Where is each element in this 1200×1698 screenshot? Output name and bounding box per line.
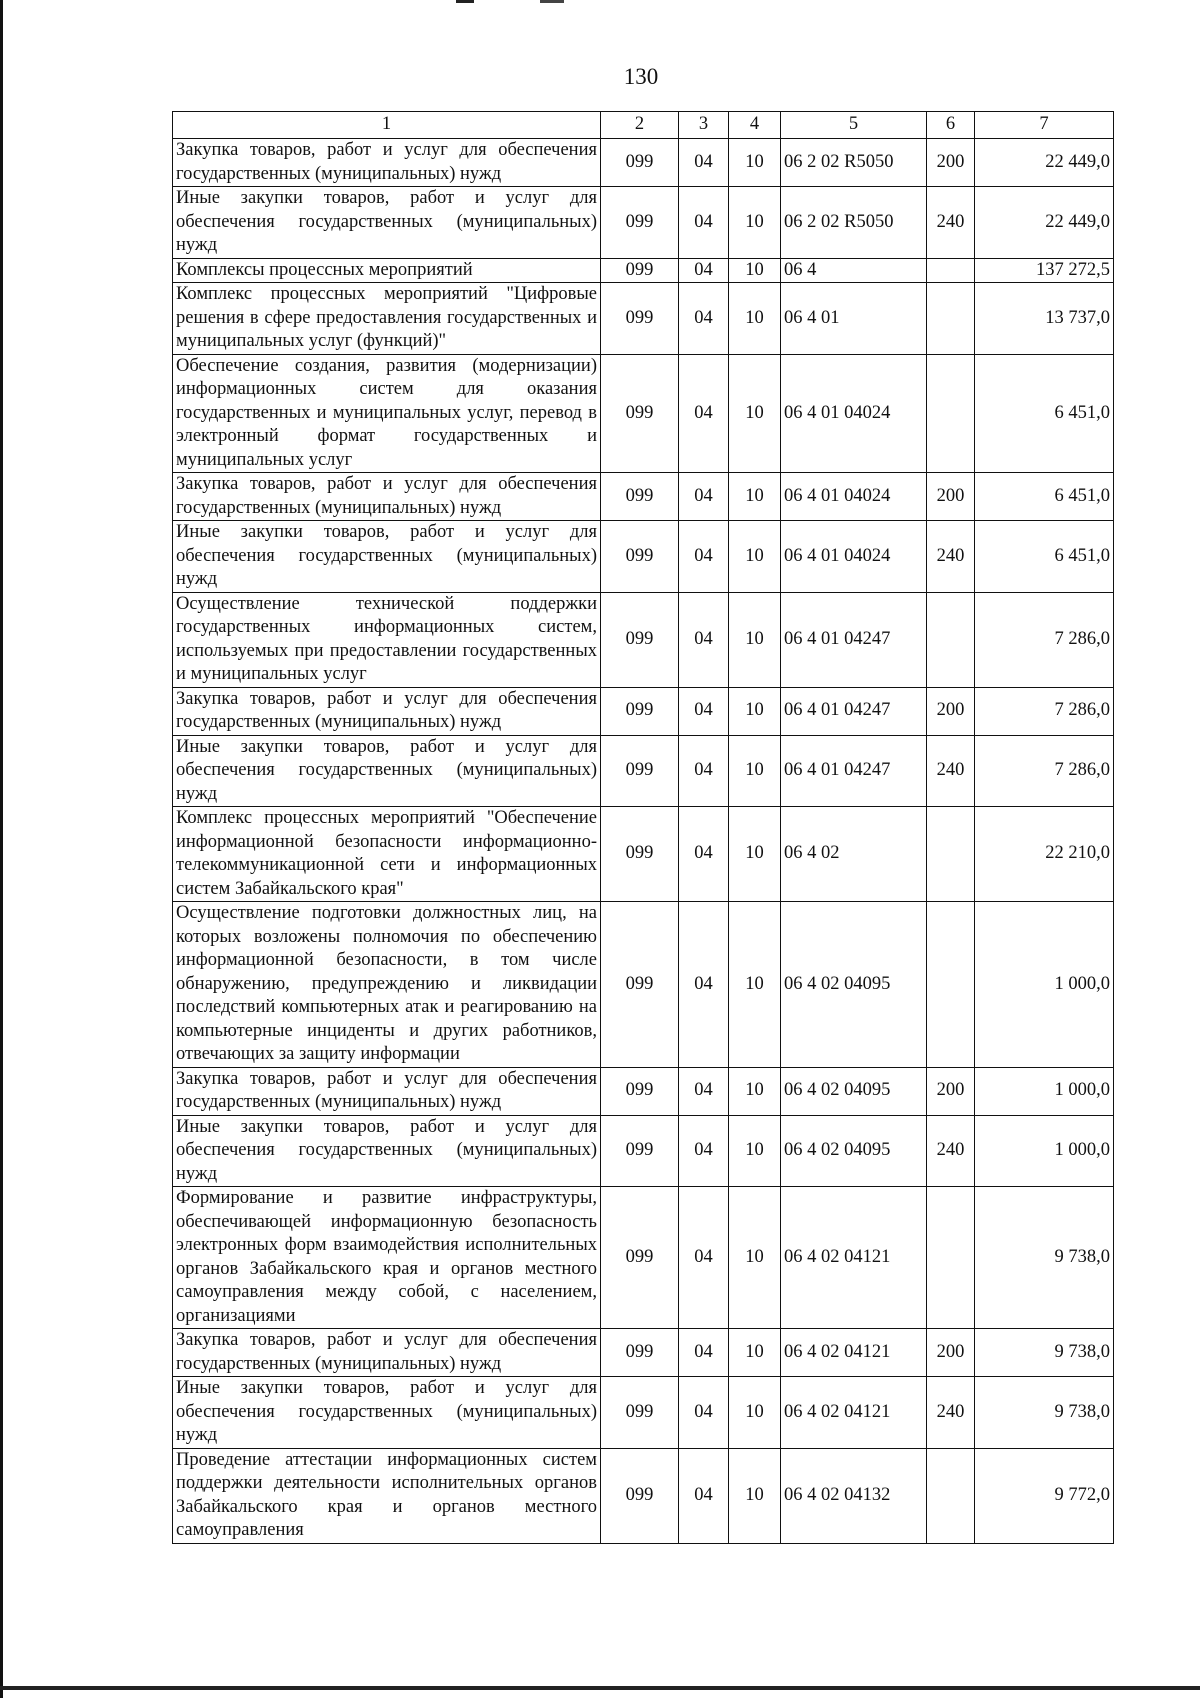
row-subsection-cell: 10: [729, 1377, 781, 1449]
row-name-cell: Иные закупки товаров, работ и услуг для обеспечения государственных (муниципальных) нужд: [173, 1377, 601, 1449]
scan-border-top: [0, 0, 1200, 3]
row-section-cell: 04: [679, 807, 729, 902]
row-target-article-cell: 06 4 02 04121: [781, 1187, 927, 1329]
row-code-cell: 099: [601, 592, 679, 687]
row-expense-type-cell: 200: [927, 1329, 975, 1377]
row-subsection-cell: 10: [729, 139, 781, 187]
table-row: [173, 187, 1114, 259]
row-section-cell: 04: [679, 902, 729, 1068]
table-row: [173, 1448, 1114, 1543]
budget-table: [172, 111, 1114, 1544]
row-subsection-cell: 10: [729, 807, 781, 902]
table-row: [173, 687, 1114, 735]
row-amount-cell: 6 451,0: [975, 521, 1114, 593]
row-amount-cell: 13 737,0: [975, 283, 1114, 355]
row-expense-type-cell: [927, 1448, 975, 1543]
row-code-cell: 099: [601, 1448, 679, 1543]
table-row: [173, 283, 1114, 355]
row-section-cell: 04: [679, 258, 729, 283]
row-amount-cell: 7 286,0: [975, 592, 1114, 687]
table-row: [173, 807, 1114, 902]
table-row: [173, 1187, 1114, 1329]
row-code-cell: 099: [601, 1377, 679, 1449]
row-amount-cell: 137 272,5: [975, 258, 1114, 283]
row-code-cell: 099: [601, 1115, 679, 1187]
row-amount-cell: 1 000,0: [975, 1115, 1114, 1187]
row-section-cell: 04: [679, 521, 729, 593]
row-target-article-cell: 06 4 01 04024: [781, 521, 927, 593]
row-target-article-cell: 06 4 02 04095: [781, 1115, 927, 1187]
table-row: [173, 735, 1114, 807]
header-row: [173, 112, 1114, 139]
table-row: [173, 1329, 1114, 1377]
row-expense-type-cell: [927, 902, 975, 1068]
row-name-cell: Обеспечение создания, развития (модернизации) информационных систем для оказания государственных и муниципальных услуг, перевод в электронный формат государственных и муниципальных услуг: [173, 354, 601, 473]
row-subsection-cell: 10: [729, 1448, 781, 1543]
row-name-cell: Комплексы процессных мероприятий: [173, 258, 601, 283]
row-section-cell: 04: [679, 1448, 729, 1543]
row-expense-type-cell: 240: [927, 521, 975, 593]
row-section-cell: 04: [679, 187, 729, 259]
row-amount-cell: 1 000,0: [975, 1067, 1114, 1115]
row-target-article-cell: 06 4 01 04247: [781, 592, 927, 687]
row-name-cell: Закупка товаров, работ и услуг для обеспечения государственных (муниципальных) нужд: [173, 473, 601, 521]
row-code-cell: 099: [601, 1187, 679, 1329]
row-amount-cell: 22 449,0: [975, 187, 1114, 259]
row-section-cell: 04: [679, 1329, 729, 1377]
row-expense-type-cell: [927, 283, 975, 355]
row-code-cell: 099: [601, 258, 679, 283]
row-name-cell: Комплекс процессных мероприятий "Цифровые решения в сфере предоставления государственных и муниципальных услуг (функций)": [173, 283, 601, 355]
column-header: 7: [975, 112, 1114, 139]
column-header: 5: [781, 112, 927, 139]
row-name-cell: Формирование и развитие инфраструктуры, обеспечивающей информационную безопасность электронных форм взаимодействия исполнительных органов Забайкальского края и органов местного самоуправления между собой, с населением, организациями: [173, 1187, 601, 1329]
row-section-cell: 04: [679, 473, 729, 521]
row-amount-cell: 7 286,0: [975, 687, 1114, 735]
row-subsection-cell: 10: [729, 521, 781, 593]
table-row: [173, 521, 1114, 593]
row-expense-type-cell: 240: [927, 1115, 975, 1187]
row-amount-cell: 1 000,0: [975, 902, 1114, 1068]
row-target-article-cell: 06 4 02 04095: [781, 902, 927, 1068]
row-section-cell: 04: [679, 1187, 729, 1329]
row-subsection-cell: 10: [729, 258, 781, 283]
row-name-cell: Иные закупки товаров, работ и услуг для обеспечения государственных (муниципальных) нужд: [173, 1115, 601, 1187]
row-code-cell: 099: [601, 139, 679, 187]
row-subsection-cell: 10: [729, 1067, 781, 1115]
row-expense-type-cell: [927, 1187, 975, 1329]
row-target-article-cell: 06 2 02 R5050: [781, 187, 927, 259]
row-expense-type-cell: 200: [927, 139, 975, 187]
row-section-cell: 04: [679, 139, 729, 187]
row-section-cell: 04: [679, 735, 729, 807]
row-code-cell: 099: [601, 1329, 679, 1377]
row-target-article-cell: 06 4 02: [781, 807, 927, 902]
row-amount-cell: 22 210,0: [975, 807, 1114, 902]
row-section-cell: 04: [679, 687, 729, 735]
row-code-cell: 099: [601, 735, 679, 807]
row-expense-type-cell: [927, 354, 975, 473]
row-amount-cell: 7 286,0: [975, 735, 1114, 807]
row-subsection-cell: 10: [729, 1187, 781, 1329]
row-target-article-cell: 06 4 02 04121: [781, 1377, 927, 1449]
table-row: [173, 139, 1114, 187]
row-name-cell: Осуществление подготовки должностных лиц, на которых возложены полномочия по обеспечению информационной безопасности, в том числе обнаружению, предупреждению и ликвидации последствий компьютерных атак и реагированию на компьютерные инциденты и других работников, отвечающих за защиту информации: [173, 902, 601, 1068]
row-code-cell: 099: [601, 687, 679, 735]
row-code-cell: 099: [601, 283, 679, 355]
row-name-cell: Закупка товаров, работ и услуг для обеспечения государственных (муниципальных) нужд: [173, 1329, 601, 1377]
table-row: [173, 1377, 1114, 1449]
row-amount-cell: 9 738,0: [975, 1377, 1114, 1449]
row-section-cell: 04: [679, 1377, 729, 1449]
row-name-cell: Закупка товаров, работ и услуг для обеспечения государственных (муниципальных) нужд: [173, 687, 601, 735]
row-amount-cell: 6 451,0: [975, 473, 1114, 521]
row-expense-type-cell: 200: [927, 473, 975, 521]
row-code-cell: 099: [601, 902, 679, 1068]
row-amount-cell: 22 449,0: [975, 139, 1114, 187]
row-section-cell: 04: [679, 1067, 729, 1115]
row-section-cell: 04: [679, 283, 729, 355]
row-expense-type-cell: [927, 807, 975, 902]
row-target-article-cell: 06 4 02 04095: [781, 1067, 927, 1115]
row-subsection-cell: 10: [729, 687, 781, 735]
row-subsection-cell: 10: [729, 1329, 781, 1377]
row-subsection-cell: 10: [729, 187, 781, 259]
row-target-article-cell: 06 4 02 04121: [781, 1329, 927, 1377]
row-name-cell: Закупка товаров, работ и услуг для обеспечения государственных (муниципальных) нужд: [173, 1067, 601, 1115]
row-expense-type-cell: 240: [927, 735, 975, 807]
table-row: [173, 354, 1114, 473]
column-header: 1: [173, 112, 601, 139]
row-expense-type-cell: [927, 592, 975, 687]
row-code-cell: 099: [601, 473, 679, 521]
row-subsection-cell: 10: [729, 283, 781, 355]
row-section-cell: 04: [679, 592, 729, 687]
row-target-article-cell: 06 4 01 04024: [781, 473, 927, 521]
row-name-cell: Осуществление технической поддержки государственных информационных систем, используемых при предоставлении государственных и муниципальных услуг: [173, 592, 601, 687]
row-code-cell: 099: [601, 521, 679, 593]
column-header: 3: [679, 112, 729, 139]
page-number: 130: [623, 64, 659, 89]
row-expense-type-cell: [927, 258, 975, 283]
row-name-cell: Иные закупки товаров, работ и услуг для обеспечения государственных (муниципальных) нужд: [173, 521, 601, 593]
table-row: [173, 473, 1114, 521]
row-code-cell: 099: [601, 1067, 679, 1115]
scan-border-bottom: [0, 1686, 1200, 1690]
row-expense-type-cell: 240: [927, 187, 975, 259]
row-code-cell: 099: [601, 187, 679, 259]
row-subsection-cell: 10: [729, 354, 781, 473]
row-target-article-cell: 06 4 01 04024: [781, 354, 927, 473]
row-expense-type-cell: 200: [927, 1067, 975, 1115]
row-name-cell: Закупка товаров, работ и услуг для обеспечения государственных (муниципальных) нужд: [173, 139, 601, 187]
row-name-cell: Иные закупки товаров, работ и услуг для обеспечения государственных (муниципальных) нужд: [173, 735, 601, 807]
table-row: [173, 1067, 1114, 1115]
row-target-article-cell: 06 4 01 04247: [781, 687, 927, 735]
row-code-cell: 099: [601, 807, 679, 902]
row-target-article-cell: 06 2 02 R5050: [781, 139, 927, 187]
table-row: [173, 258, 1114, 283]
table-row: [173, 902, 1114, 1068]
row-target-article-cell: 06 4 01: [781, 283, 927, 355]
row-section-cell: 04: [679, 354, 729, 473]
table-row: [173, 592, 1114, 687]
row-amount-cell: 9 738,0: [975, 1329, 1114, 1377]
row-name-cell: Проведение аттестации информационных систем поддержки деятельности исполнительных органов Забайкальского края и органов местного самоуправления: [173, 1448, 601, 1543]
row-target-article-cell: 06 4: [781, 258, 927, 283]
row-name-cell: Комплекс процессных мероприятий "Обеспечение информационной безопасности информационно-телекоммуникационной сети и информационных систем Забайкальского края": [173, 807, 601, 902]
row-subsection-cell: 10: [729, 473, 781, 521]
column-header: 2: [601, 112, 679, 139]
row-section-cell: 04: [679, 1115, 729, 1187]
row-target-article-cell: 06 4 01 04247: [781, 735, 927, 807]
row-target-article-cell: 06 4 02 04132: [781, 1448, 927, 1543]
table-row: [173, 1115, 1114, 1187]
scan-border-left: [0, 0, 3, 1698]
row-subsection-cell: 10: [729, 592, 781, 687]
row-subsection-cell: 10: [729, 1115, 781, 1187]
row-expense-type-cell: 240: [927, 1377, 975, 1449]
row-name-cell: Иные закупки товаров, работ и услуг для обеспечения государственных (муниципальных) нужд: [173, 187, 601, 259]
column-header: 4: [729, 112, 781, 139]
row-amount-cell: 9 738,0: [975, 1187, 1114, 1329]
row-expense-type-cell: 200: [927, 687, 975, 735]
column-header: 6: [927, 112, 975, 139]
row-code-cell: 099: [601, 354, 679, 473]
row-subsection-cell: 10: [729, 735, 781, 807]
row-amount-cell: 9 772,0: [975, 1448, 1114, 1543]
row-amount-cell: 6 451,0: [975, 354, 1114, 473]
row-subsection-cell: 10: [729, 902, 781, 1068]
